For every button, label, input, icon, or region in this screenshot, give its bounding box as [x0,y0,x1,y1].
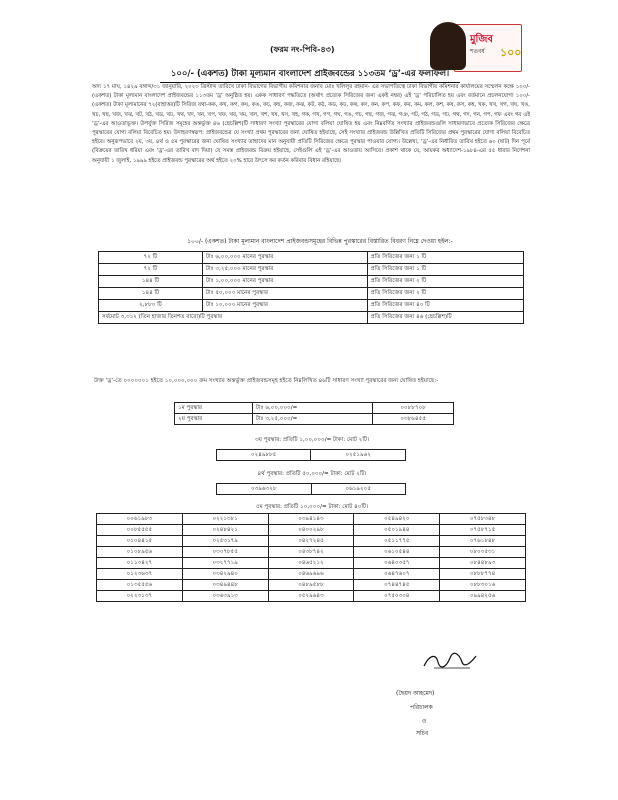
portrait-icon [430,22,466,70]
table-cell: ২,৮৮০ টি [99,300,203,312]
table-cell: ০২৪৯৮৮৫ [217,450,311,461]
table-cell: ০৫২৯৬৪৩ [268,591,354,602]
table-cell: ০৩৯৬৩২৮ [217,484,312,495]
table-cell: প্রতি সিরিজের জন্য ৪৬ (ছেচল্লিশ)টি [367,312,523,324]
table-row [97,525,526,536]
logo-text: মুজিব [470,34,493,45]
table-cell: ০১২৩৬৩৭ [97,569,183,580]
signatory-role: পরিচালক [410,704,433,711]
table-cell: টাঃ ১,০০,০০০ মানের পুরস্কার [202,276,367,288]
table-cell: ০৫৪৯৪২০ [354,514,440,525]
table-cell: ০০৬১৯৮৩ [97,514,183,525]
table-row [175,403,454,414]
table-cell: ০৫১১৭৭৫ [354,536,440,547]
fifth-prize-table [96,513,526,602]
table-cell: টাঃ ৩,২৫,০০০/= [252,414,372,425]
table-cell: ০০৮৫৫৫৫ [97,525,183,536]
table-cell: ১৪৪ টি [99,276,203,288]
signature [420,650,480,672]
table-row [97,580,526,591]
table-row [99,252,524,264]
table-cell: ০৭৬১৮৪৮ [440,536,526,547]
table-cell: ০৮৪৪৮৯৩ [440,558,526,569]
table-row [99,264,524,276]
table-cell: ৭২ টি [99,264,203,276]
table-row [175,414,454,425]
table-cell: ০৩৪৯৪৪৮ [182,580,268,591]
table-row [99,300,524,312]
table-cell: ০২২১৩৮১ [182,514,268,525]
signatory-role-secondary: সচিব [416,730,429,737]
table-row [97,547,526,558]
table-row [97,514,526,525]
table-cell: ০২২৩১৩৭ [97,591,183,602]
table-cell: ০৪৬৯৬৯৬ [268,569,354,580]
table-cell: ০৩৮৬৪৫৫ [373,414,454,425]
table-cell: ০৮০৩৫৩১ [440,547,526,558]
table-cell: ০৭৪৪৭৪৫ [354,580,440,591]
third-prize-title: ৩য় পুরস্কার: প্রতিটি ১,০০,০০০/= টাকা: মোট ২টি। [254,437,370,443]
table-cell: ০৬৪০৩৫৭ [354,558,440,569]
table-row [97,558,526,569]
table-cell: ০৪২৭২৪৫ [268,536,354,547]
table-cell: প্রতি সিরিজের জন্য ১ টি [367,252,523,264]
table-cell: ০৩৯৪১৪৩ [268,514,354,525]
signatory-name: (ছৈয়দ আহমেদ) [396,690,435,697]
signatory-conjunction: ও [422,718,427,725]
intro-paragraph: অদ্য ১৭ মাঘ, ১৪২৯ বঙ্গাব্দ/৩১ জানুয়ারি, ২০২৩ খ্রিস্টাব্দ তারিখে ঢাকা বিভাগের বিভাগীয় কমিশনার জনাব মোঃ খলিলুর রহমান- এর সভাপতিত্বে ঢাকা বিভাগীয় কমিশনার কার্যালয়ের সম্মেলন কক্ষে ১০০/- (একশত) টাকা মূল্যমান বাংলাদেশ প্রাইজবন্ডের ১১৩তম ‘ড্র’ অনুষ্ঠিত হয়। একক সাধারণ পদ্ধতিতে (অর্থাৎ প্রত্যেক সিরিজের জন্য একই নম্বর) এই ‘ড্র’ পরিচালিত হয় এবং বর্তমানে প্রচলনযোগ্য ১০০/- (একশত) টাকা মূল্যমানের ৭২(বাহাত্তর)টি সিরিজ যথা-কক, কখ, কগ, কঘ, কঙ, কচ, কছ, কজ, কঝ, কট, কঠ, কড, কঢ, কথ, কদ, কন, কপ, কফ, কব, কম, কল, কশ, কষ, কস, কহ, খক, খখ, খগ, খঘ, খঙ, খচ, খছ, খজ, খঝ, খট, খঠ, খড, খঢ, খথ, খদ, খন, খপ, খফ, খব, খম, খল, খশ, খষ, খস, খহ, গক, গখ, গগ, গঘ, গঙ, গচ, গছ, গজ, গঝ, গঞ, গট, গঠ, গড, গঢ, গথ, গদ, গন, গপ, গফ এবং গব এই ‘ড্র’-এর আওতাভুক্ত। উপর্যুক্ত সিরিজ সমূহের অন্তর্ভুক্ত ৪৬ (ছেচল্লিশ)টি সাধারণ সংখ্যা পুরস্কারের যোগ্য বলিয়া ঘোষিত হয় এবং নিম্নবর্ণিত সংখ্যার প্রাইজবন্ডগুলি সাধারণভাবে প্রত্যেক সিরিজের ক্ষেত্রে পুরস্কারের যোগ্য বলিয়া বিবেচিত হয়। উদাহরণস্বরূপ: প্রাইজবন্ডের যে সংখ্যা প্রথম পুরস্কারের জন্য ঘোষিত হইয়াছে, সেই সংখ্যার প্রাইজবন্ড উল্লিখিত প্রতিটি সিরিজের প্রথম পুরস্কারের যোগ্য বলিয়া বিবেচিত হইবে। অনুরূপভাবে ২য়, ৩য়, ৪র্থ ও ৫ম পুরস্কারের জন্য ঘোষিত সংখ্যার তাহাদের মান অনুযায়ী প্রতিটি সিরিজের ক্ষেত্রে পুরস্কার পাওয়ার যোগ্য। উল্লেখ্য, ‘ড্র’-এর নির্ধারিত তারিখ হইতে ৬০ (ষাট) দিন পূর্বে (বিক্রয়ের তারিখ ধরিয়া এবং ‘ড্র’-এর তারিখ বাদ দিয়া) যে সমস্ত প্রাইজবন্ড বিক্রয় হইয়াছে, সেইগুলি এই ‘ড্র’-এর আওতায় আসিবে। প্রকাশ থাকে যে, আয়কর অধ্যাদেশ-১৯৮৪-এর ৫৫ ধারার নির্দেশনা অনুযায়ী ১ জুলাই, ১৯৯৯ হইতে প্রাইজবন্ড পুরস্কারের অর্থ হইতে ২০% হারে উৎসে কর কর্তন করিবার বিধান রহিয়াছে। [92,84,530,164]
table-cell: ১ম পুরস্কার [175,403,253,414]
table-cell: প্রতি সিরিজের জন্য ২ টি [367,288,523,300]
table-cell: ০৫০১৯৪৪ [354,525,440,536]
table-row [97,591,526,602]
logo-subtext: শতবর্ষ [470,48,485,55]
table-row [97,569,526,580]
table-cell: ০৩০৭৮৫৫ [182,547,268,558]
table-cell: ০৩৬৩৯১৩ [182,591,268,602]
table-cell: ০৯৯৪২৫৬ [440,591,526,602]
table-row [99,312,524,324]
table-cell: টাঃ ১০,০০০ মানের পুরস্কার [202,300,367,312]
table-cell: ১৪৪ টি [99,288,203,300]
table-cell: ০৪০০২৯৮ [268,525,354,536]
table-cell: ০২৫৩১৭৯ [182,536,268,547]
table-row [217,450,406,461]
first-second-prize-table [174,402,454,425]
table-cell: ০১০৮৯৫৬ [97,547,183,558]
document-title: ১০০/- (একশত) টাকা মূল্যমান বাংলাদেশ প্রাইজবন্ডের ১১৩তম ‘ড্র’-এর ফলাফল। [160,67,460,83]
table-cell: ০২৪৮৪২১ [182,525,268,536]
table-cell: ০০৮৮৭০৮ [373,403,454,414]
table-cell: প্রতি সিরিজের জন্য ২ টি [367,276,523,288]
table-intro: ১০০/- (একশত) টাকা মূল্যমান বাংলাদেশ প্রাইজবন্ডসমূহের বিভিন্ন পুরস্কারের বিস্তারিত বিবরণ নিম্নে দেওয়া হইল:- [187,238,453,245]
table-cell: ০৭৫৮৩৪৮ [440,514,526,525]
prize-summary-table [98,251,524,324]
table-cell: ০৮৮৮৭৭৪ [440,569,526,580]
table-cell: ০১১৩৪২৭ [97,558,183,569]
table-cell: ০৪৮৯৫৮৮ [268,580,354,591]
form-number: (ফরম নং-পিবি-৪৩) [270,45,335,54]
table-cell: ০১৩৫৫৫৬ [97,580,183,591]
table-cell: ০৬১০৫৪৪ [354,547,440,558]
table-cell: সর্বমোট ৩,৩১২ (তিন হাজার তিনশত বারো)টি পুরস্কার [99,312,368,324]
table-cell: ০৮৮৩০১৬ [440,580,526,591]
table-cell: টাঃ ৬,০০,০০০ মানের পুরস্কার [202,252,367,264]
table-cell: টাঃ ৩,২৫,০০০ মানের পুরস্কার [202,264,367,276]
table-row [217,484,406,495]
table-cell: ০৩৪২৯৪০ [182,569,268,580]
table-cell: টাঃ ৬,০০,০০০/= [252,403,372,414]
table-row [99,276,524,288]
logo-number: ১০০ [500,46,522,59]
table-row [97,536,526,547]
table-cell: ০৭৫০৩০৪ [354,591,440,602]
table-cell: ০৬১৯২০৫ [311,484,406,495]
table-cell: ৭২ টি [99,252,203,264]
table-cell: ০১০৪৪১৫ [97,536,183,547]
table-cell: ০৭৫৮৭১৫ [440,525,526,536]
third-prize-table [216,449,406,461]
table-cell: টাঃ ৫০,০০০ মানের পুরস্কার [202,288,367,300]
table-cell: প্রতি সিরিজের জন্য ৪০ টি [367,300,523,312]
fourth-prize-table [216,483,406,495]
table-row [99,288,524,300]
numbers-intro: উক্ত ‘ড্র’-তে ০০০০০০১ হইতে ১০,০০০,০০০ ক্রম সংখ্যার অন্তর্ভুক্ত প্রাইজবন্ডসমূহ হইতে নিম্নলিখিত ৪৬টি সাধারণ সংখ্যা পুরস্কারের জন্য ঘোষিত হইয়াছে:- [94,378,439,384]
table-cell: ০৬৪৭৬০৭ [354,569,440,580]
fourth-prize-title: ৪র্থ পুরস্কার: প্রতিটি ৫০,০০০/= টাকা: মোট ২টি। [257,471,367,477]
table-cell: ০৪৬৫২১২ [268,558,354,569]
fifth-prize-title: ৫ম পুরস্কার: প্রতিটি ১০,০০০/= টাকা: মোট ৪০টি। [255,504,369,510]
table-cell: ০৩২৭৭১৯ [182,558,268,569]
table-cell: ০২৫১৯৬২ [311,450,406,461]
table-cell: ২য় পুরস্কার [175,414,253,425]
table-cell: ০৪৩৮৭৪২ [268,547,354,558]
table-cell: প্রতি সিরিজের জন্য ১ টি [367,264,523,276]
